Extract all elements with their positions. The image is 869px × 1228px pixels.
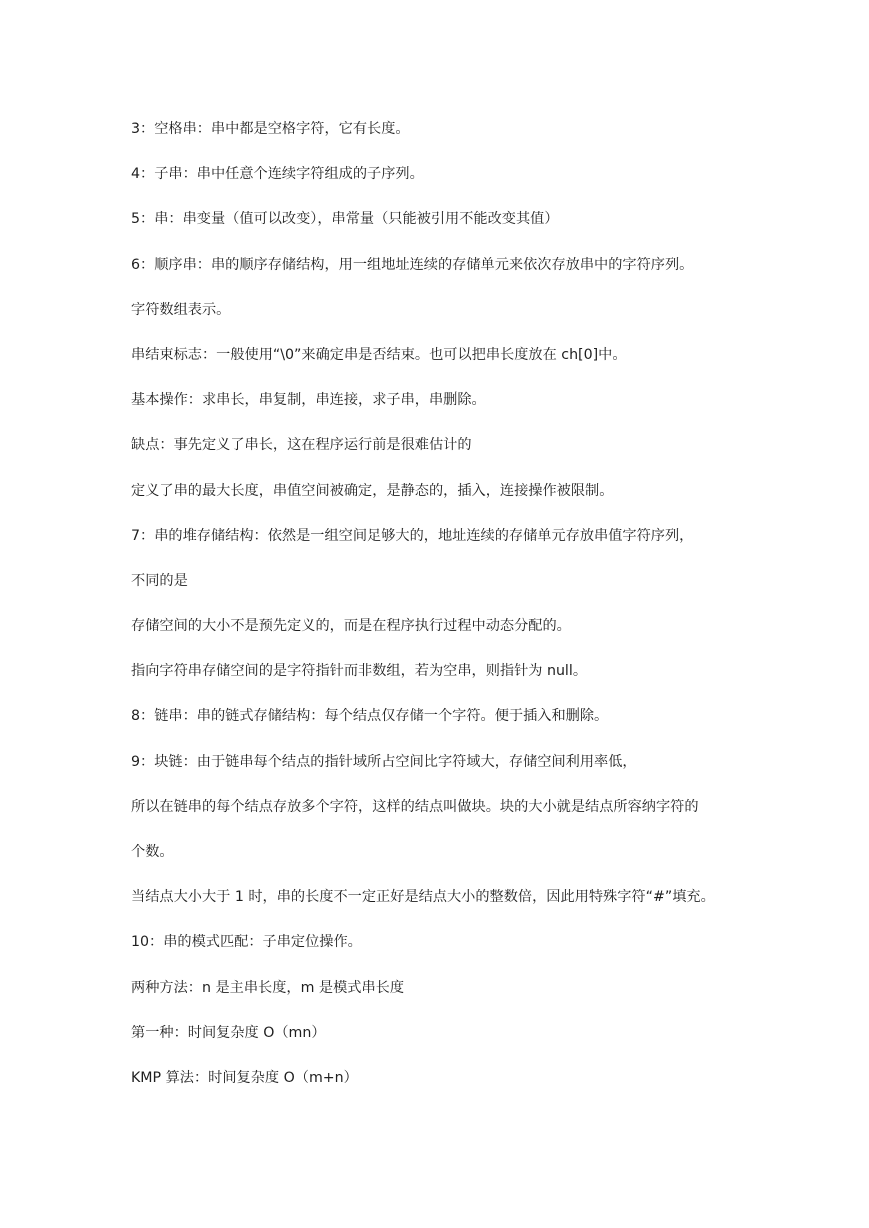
document-body: [131, 116, 751, 1110]
text-line: 指向字符串存储空间的是字符指针而非数组，若为空串，则指针为 null。: [131, 663, 588, 680]
text-line: 5：串：串变量（值可以改变），串常量（只能被引用不能改变其值）: [131, 211, 559, 228]
text-line: 9：块链：由于链串每个结点的指针域所占空间比字符域大，存储空间利用率低，: [131, 753, 637, 770]
text-line: 串结束标志：一般使用“\0”来确定串是否结束。也可以把串长度放在 ch[0]中。: [131, 346, 627, 363]
text-line: 缺点：事先定义了串长，这在程序运行前是很难估计的: [131, 437, 472, 454]
text-line: 不同的是: [131, 572, 188, 589]
text-line: 存储空间的大小不是预先定义的，而是在程序执行过程中动态分配的。: [131, 618, 571, 635]
text-line: 8：链串：串的链式存储结构：每个结点仅存储一个字符。便于插入和删除。: [131, 708, 609, 725]
text-line: 6：顺序串：串的顺序存储结构，用一组地址连续的存储单元来依次存放串中的字符序列。: [131, 256, 694, 273]
text-line: 个数。: [131, 844, 174, 860]
text-line: 3：空格串：串中都是空格字符，它有长度。: [131, 121, 410, 137]
text-line: 所以在链串的每个结点存放多个字符，这样的结点叫做块。块的大小就是结点所容纳字符的: [131, 798, 699, 815]
text-line: 7：串的堆存储结构：依然是一组空间足够大的，地址连续的存储单元存放串值字符序列，: [131, 527, 694, 544]
text-line: 第一种：时间复杂度 O（mn）: [131, 1024, 326, 1041]
text-line: 10：串的模式匹配：子串定位操作。: [131, 934, 362, 951]
text-line: 基本操作：求串长，串复制，串连接，求子串，串删除。: [131, 392, 486, 409]
text-line: 两种方法：n 是主串长度，m 是模式串长度: [131, 979, 405, 996]
text-line: 当结点大小大于 1 时，串的长度不一定正好是结点大小的整数倍，因此用特殊字符“#”填充。: [131, 889, 715, 906]
text-line: 4：子串：串中任意个连续字符组成的子序列。: [131, 166, 424, 183]
text-line: 字符数组表示。: [131, 301, 231, 318]
text-line: KMP 算法：时间复杂度 O（m+n）: [131, 1069, 358, 1086]
text-line: 定义了串的最大长度，串值空间被确定，是静态的，插入，连接操作被限制。: [131, 482, 614, 499]
